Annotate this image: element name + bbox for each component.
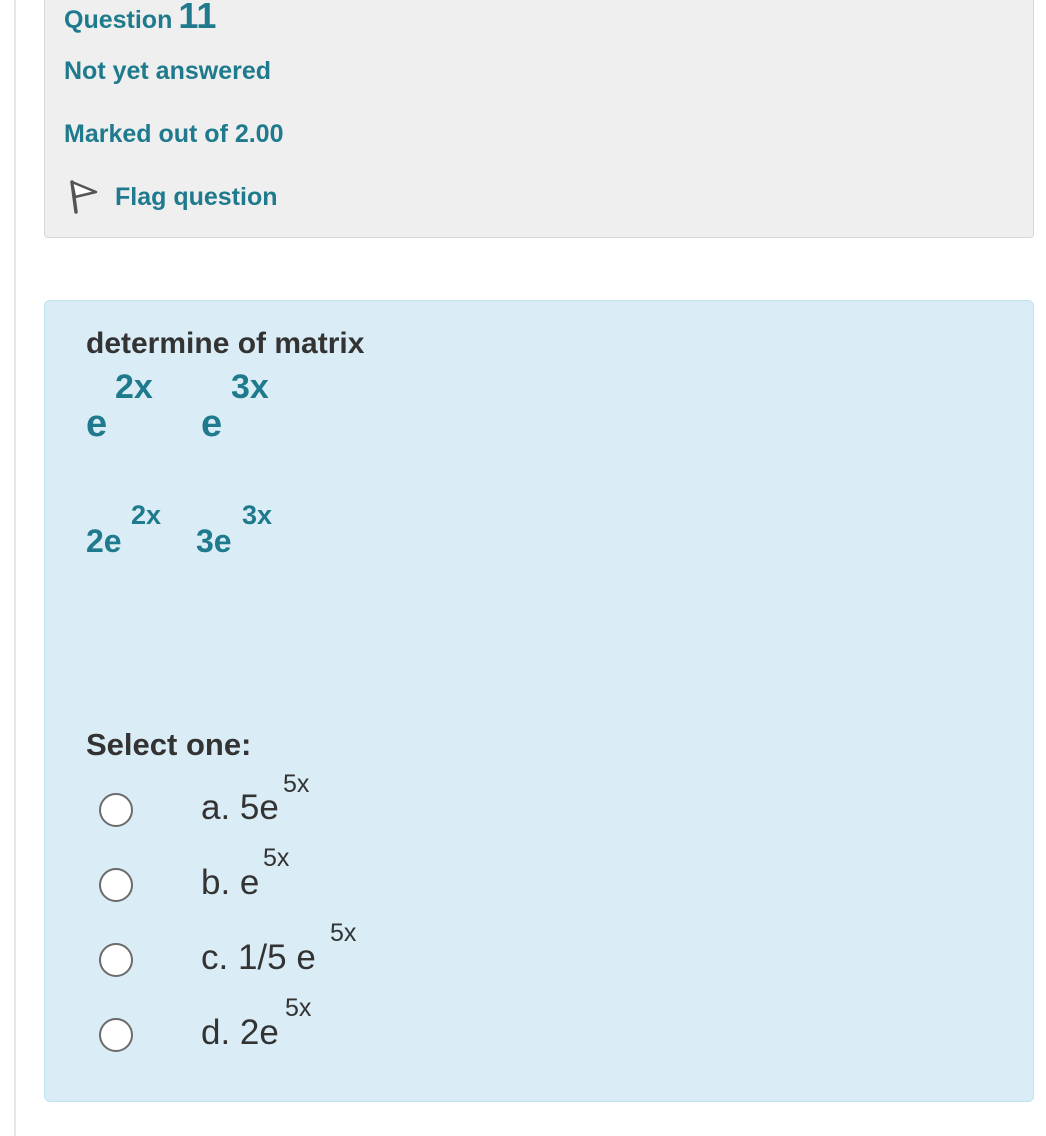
matrix-r2c1-base: 2e [86,523,122,559]
question-number-value: 11 [178,0,217,36]
option-c-label[interactable]: c. 1/5 e [201,938,316,977]
matrix-r2c2-exponent: 3x [242,500,273,530]
matrix-r1c1-exponent: 2x [115,368,153,406]
option-a-exponent: 5x [283,770,310,798]
option-d-radio[interactable] [99,1018,133,1052]
option-c-radio[interactable] [99,943,133,977]
question-grade: Marked out of 2.00 [64,120,284,148]
matrix-r2c1-exponent: 2x [131,500,162,530]
question-state: Not yet answered [64,57,272,85]
question-number [64,0,216,37]
question-prompt: determine of matrix [86,327,365,360]
question-info-panel [44,0,1034,238]
option-a-radio[interactable] [99,793,133,827]
option-a-label[interactable]: a. 5e [201,788,279,827]
option-b-radio[interactable] [99,868,133,902]
option-d-label[interactable]: d. 2e [201,1013,279,1052]
matrix-r1c2-exponent: 3x [231,368,269,406]
matrix-r1c2-base: e [201,403,223,445]
select-one-label: Select one: [86,727,252,762]
page-left-rule [14,0,16,1136]
option-c-exponent: 5x [330,919,357,947]
flag-question-link[interactable] [65,178,278,216]
option-d-exponent: 5x [285,994,312,1022]
option-b-exponent: 5x [263,844,290,872]
matrix-r1c1-base: e [86,403,108,445]
flag-icon[interactable] [65,178,101,216]
option-b-label[interactable]: b. e [201,863,260,902]
question-label: Question [64,6,173,34]
question-content-panel [44,300,1034,1102]
matrix-r2c2-base: 3e [196,523,232,559]
flag-question-label[interactable]: Flag question [115,182,278,211]
